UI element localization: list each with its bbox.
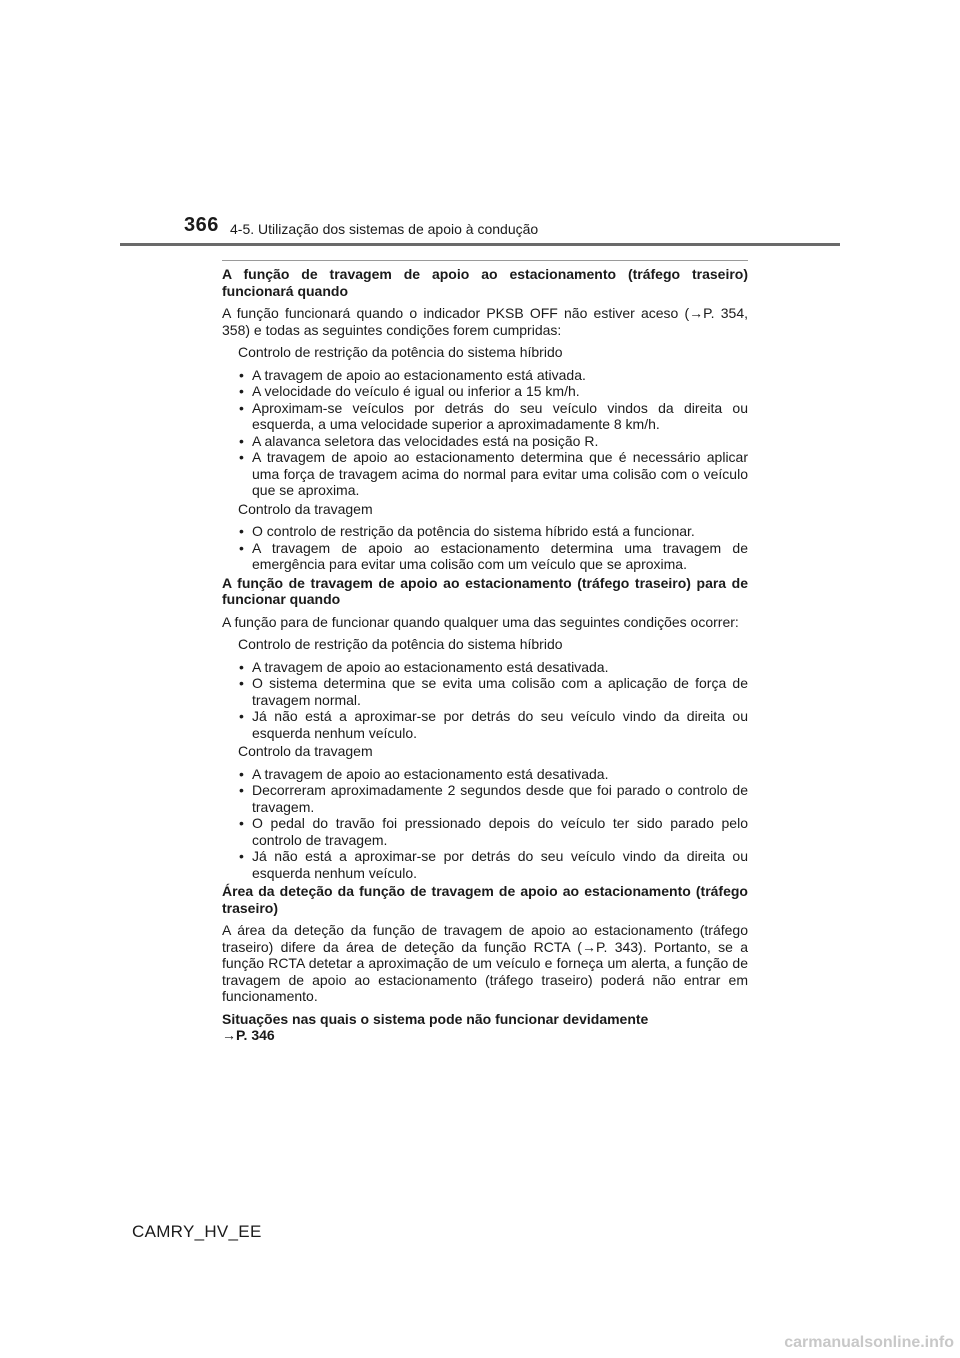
list-item-text: Já não está a aproximar-se por detrás do seu veículo vindo da direita ou esquerda nenhum veículo. [252,848,748,881]
list-item-text: A travagem de apoio ao estacionamento determina que é necessário aplicar uma força de travagem acima do normal para evitar uma colisão com o veículo que se aproxima. [252,449,748,498]
list-item: • A travagem de apoio ao estacionamento está desativada. [239,658,609,675]
section-heading-limitations: Situações nas quais o sistema pode não funcionar devidamente [222,1010,649,1027]
list-item: • A velocidade do veículo é igual ou inferior a 15 km/h. [239,383,580,399]
list-item: • O pedal do travão foi pressionado depois do veículo ter sido parado pelo controlo de travagem. [239,815,748,848]
section-body-detection-area: A área da deteção da função de travagem de apoio ao estacionamento (tráfego traseiro) difere da área de deteção da função RCTA (→P. 343). Portanto, se a função RCTA detetar a aproximação de um veículo e forneça um alerta, a função de travagem de apoio ao estacionamento (tráfego traseiro) poderá não entrar em funcionamento. [222,922,748,1004]
list-item: • Já não está a aproximar-se por detrás do seu veículo vindo da direita ou esquerda nenhum veículo. [239,848,748,881]
list-item-text: Decorreram aproximadamente 2 segundos desde que foi parado o controlo de travagem. [252,782,748,815]
condition-list [222,766,748,882]
content-divider [222,260,748,261]
list-item: • A travagem de apoio ao estacionamento determina que é necessário aplicar uma força de travagem acima do normal para evitar uma colisão com o veículo que se aproxima. [239,449,748,498]
page-number: 366 [184,214,219,236]
section-intro-activation: A função funcionará quando o indicador PKSB OFF não estiver aceso (→P. 354, 358) e todas as seguintes condições forem cumpridas: [222,305,748,338]
section-intro-deactivation: A função para de funcionar quando qualquer uma das seguintes condições ocorrer: [222,613,739,630]
list-item-text: O controlo de restrição da potência do sistema híbrido está a funcionar. [252,523,695,539]
list-item-text: A travagem de apoio ao estacionamento está ativada. [252,366,586,383]
section-heading-detection-area: Área da deteção da função de travagem de apoio ao estacionamento (tráfego traseiro) [222,883,748,916]
list-item-text: Aproximam-se veículos por detrás do seu veículo vindos da direita ou esquerda, a uma velocidade superior a aproximadamente 8 km/h. [252,399,748,432]
condition-list [222,659,748,742]
section-heading-deactivation: A função de travagem de apoio ao estacionamento (tráfego traseiro) para de funcionar quando [222,574,748,607]
list-item-text: Já não está a aproximar-se por detrás do seu veículo vindo da direita ou esquerda nenhum veículo. [252,708,748,741]
watermark: carmanualsonline.info [784,1334,954,1351]
list-item-text: A travagem de apoio ao estacionamento está desativada. [252,765,609,782]
list-item-text: A travagem de apoio ao estacionamento está desativada. [252,658,609,675]
list-item: • A travagem de apoio ao estacionamento está ativada. [239,366,586,383]
list-item: • A alavanca seletora das velocidades está na posição R. [239,432,599,449]
list-item: • Já não está a aproximar-se por detrás do seu veículo vindo da direita ou esquerda nenhum veículo. [239,708,748,741]
section-title: 4-5. Utilização dos sistemas de apoio à condução [230,221,539,237]
list-item-text: O sistema determina que se evita uma colisão com a aplicação de força de travagem normal. [252,675,748,708]
list-item: • Aproximam-se veículos por detrás do seu veículo vindos da direita ou esquerda, a uma velocidade superior a aproximadamente 8 km/h. [239,399,748,432]
section-heading-activation: A função de travagem de apoio ao estacionamento (tráfego traseiro) funcionará quando [222,266,748,299]
list-item: • A travagem de apoio ao estacionamento determina uma travagem de emergência para evitar uma colisão com um veículo que se aproxima. [239,539,748,572]
header-divider [120,243,840,246]
subheading-brake-control: Controlo da travagem [238,500,373,517]
list-item-text: A alavanca seletora das velocidades está na posição R. [252,432,599,449]
subheading-hybrid-power-control: Controlo de restrição da potência do sistema híbrido [238,344,563,360]
condition-list [222,367,748,499]
model-code-label: CAMRY_HV_EE [132,1222,262,1241]
manual-content [222,266,748,1044]
list-item: • O sistema determina que se evita uma colisão com a aplicação de força de travagem normal. [239,675,748,708]
list-item-text: A travagem de apoio ao estacionamento determina uma travagem de emergência para evitar uma colisão com um veículo que se aproxima. [252,539,748,572]
list-item-text: O pedal do travão foi pressionado depois do veículo ter sido parado pelo controlo de travagem. [252,815,748,848]
list-item: • Decorreram aproximadamente 2 segundos desde que foi parado o controlo de travagem. [239,782,748,815]
subheading-hybrid-power-control: Controlo de restrição da potência do sistema híbrido [238,636,563,652]
page-reference-link[interactable]: →P. 346 [222,1027,275,1043]
subheading-brake-control: Controlo da travagem [238,743,373,759]
list-item: • A travagem de apoio ao estacionamento está desativada. [239,765,609,782]
condition-list [222,523,748,573]
list-item-text: A velocidade do veículo é igual ou inferior a 15 km/h. [252,383,580,399]
page-header [0,0,960,250]
list-item: • O controlo de restrição da potência do sistema híbrido está a funcionar. [239,523,695,539]
